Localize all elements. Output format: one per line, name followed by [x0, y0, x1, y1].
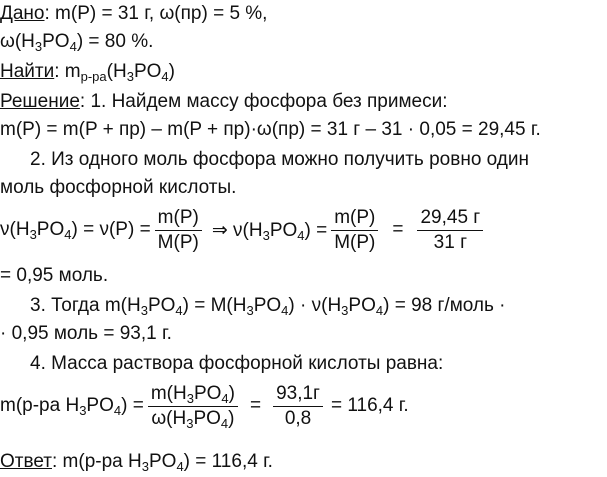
step4-line1: 4. Масса раствора фосфорной кислоты равна: [30, 353, 444, 374]
fraction-acid-values: $\frac{93,1г}{0,8}$ [273, 382, 323, 431]
given-label: Дано [0, 3, 45, 24]
step1-formula: m(P) = m(P + пр) – m(P + пр)·ω(пр) = 31 г – 31 · 0,05 = 29,45 г. [0, 119, 541, 140]
answer-line: Ответ: m(р-ра $H_3PO_4) = 116,4$ г. [0, 451, 273, 474]
step3-line1: 3. Тогда $m(H_3PO_4) = M(H_3PO_4) \cdot \nu(H_3PO_4) = 98$ г/моль · [30, 295, 506, 318]
find-line: Найти: $m_{р-ра}(H_3PO_4)$ [0, 61, 175, 84]
given-text: : m(P) = 31 г, ω(пр) = 5 %, [44, 3, 268, 24]
step2-line2: моль фосфорной кислоты. [0, 177, 237, 198]
given-line-2: $\omega(H_3PO_4) = 80$ %. [0, 31, 154, 54]
fraction-acid-mass-over-fraction: $\frac{m(H_3PO_4)}{\omega(H_3PO_4)}$ [148, 382, 238, 431]
step2-line1: 2. Из одного моль фосфора можно получить ровно один [30, 149, 530, 170]
find-label: Найти [0, 61, 55, 82]
solution-step1: Решение: 1. Найдем массу фосфора без примеси: [0, 91, 448, 112]
solution-label: Решение [0, 91, 80, 112]
fraction-values: $\frac{29,45 г}{31 г}$ [417, 206, 483, 255]
step2-equation: $\nu(H_3PO_4) = \nu(P)$ = $\frac{m(P)}{M(P)}$ ⇒ $\nu(H_3PO_4)$ = $\frac{m(P)}{M(P)}$ = $\frac{29,45 г}{31 г}$ [0, 200, 487, 260]
fraction-mass-over-molar-2: $\frac{m(P)}{M(P)}$ [331, 206, 378, 255]
step3-line2: · 0,95 моль = 93,1 г. [0, 323, 172, 344]
answer-label: Ответ [0, 451, 52, 472]
fraction-mass-over-molar: $\frac{m(P)}{M(P)}$ [155, 206, 202, 255]
given-line [0, 2, 267, 26]
step4-equation: m(р-ра $H_3PO_4$) = $\frac{m(H_3PO_4)}{\omega(H_3PO_4)}$ = $\frac{93,1г}{0,8}$ = 116,4 г. [0, 382, 409, 431]
step2-result: = 0,95 моль. [0, 265, 109, 286]
